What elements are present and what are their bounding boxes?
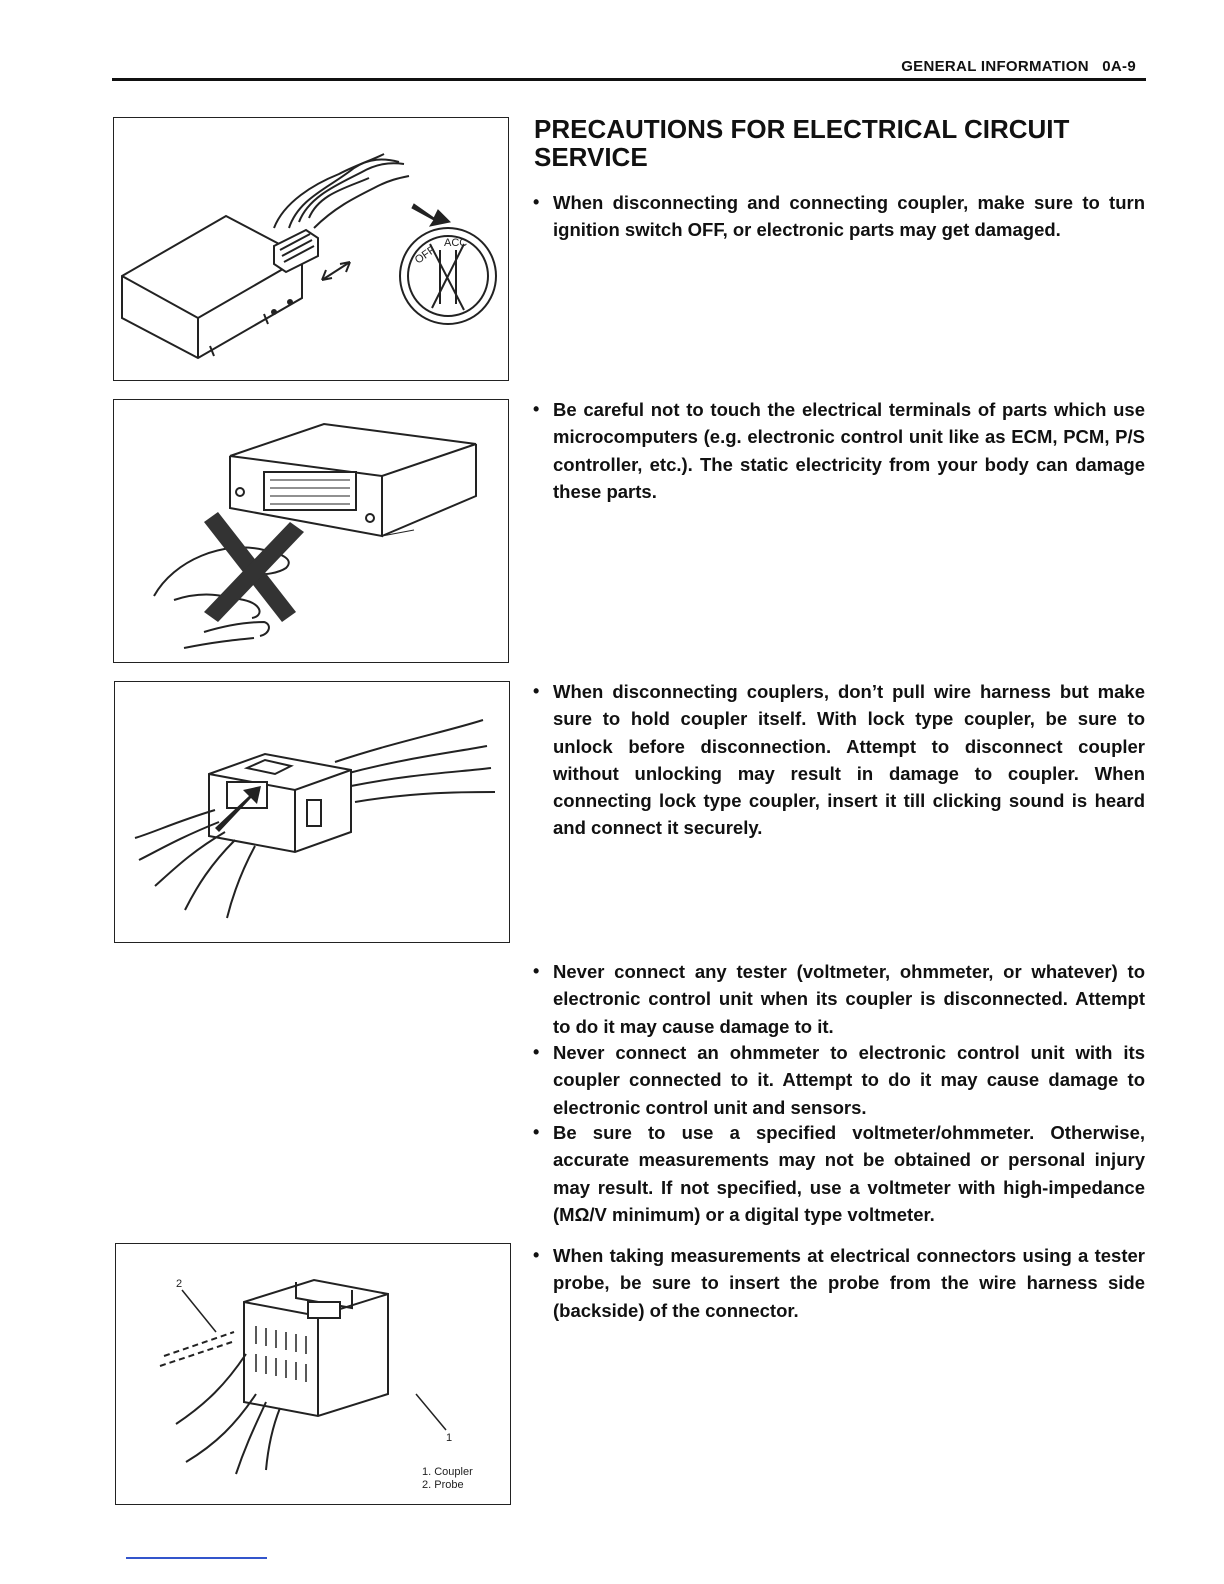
- bullet-never-connect-ohmmeter: • Never connect an ohmmeter to electronic control unit with its coupler connected to it. Attempt to do it may cause damage to electronic control unit and sensors.: [533, 1039, 1145, 1121]
- header-rule: [112, 78, 1146, 81]
- figure-coupler-probe: [115, 1243, 511, 1505]
- ignition-label-off: OFF: [412, 244, 438, 267]
- header-page-number: 0A-9: [1102, 58, 1136, 75]
- bullet-static-electricity: • Be careful not to touch the electrical terminals of parts which use microcomputers (e.g. electronic control unit like as ECM, PCM, P/S controller, etc.). The static electricity from your body can damage these parts.: [533, 396, 1145, 505]
- bullet-specified-meter: • Be sure to use a specified voltmeter/ohmmeter. Otherwise, accurate measurements may not be obtained or personal injury may result. If not specified, use a voltmeter with high-impedance (MΩ/V minimum) or a digital type voltmeter.: [533, 1119, 1145, 1228]
- figure-lock-coupler: [114, 681, 510, 943]
- figure-legend: [422, 1466, 473, 1492]
- callout-1: 1: [446, 1432, 453, 1444]
- legend-item-coupler: 1. Coupler: [422, 1466, 473, 1478]
- running-header: [901, 58, 1136, 75]
- callout-2: 2: [176, 1278, 183, 1290]
- bullet-disconnect-couplers: • When disconnecting couplers, don’t pull wire harness but make sure to hold coupler itself. With lock type coupler, be sure to unlock before disconnection. Attempt to disconnect coupler without unlocking may result in damage to coupler. When connecting lock type coupler, insert it till clicking sound is heard and connect it securely.: [533, 678, 1145, 842]
- bullet-never-connect-tester: • Never connect any tester (voltmeter, ohmmeter, or whatever) to electronic control unit when its coupler is disconnected. Attempt to do it may cause damage to it.: [533, 958, 1145, 1040]
- bullet-tester-probe: • When taking measurements at electrical connectors using a tester probe, be sure to insert the probe from the wire harness side (backside) of the connector.: [533, 1242, 1145, 1324]
- header-section: GENERAL INFORMATION: [901, 58, 1089, 75]
- legend-item-probe: 2. Probe: [422, 1479, 464, 1491]
- figure-ecm-terminals-hand: [113, 399, 509, 663]
- section-title: PRECAUTIONS FOR ELECTRICAL CIRCUIT SERVICE: [534, 114, 1070, 172]
- lock-coupler-illustration: [115, 682, 509, 942]
- prohibition-x-icon: [204, 512, 304, 622]
- ecm-coupler-illustration: [114, 118, 508, 380]
- bullet-ignition-off: • When disconnecting and connecting coupler, make sure to turn ignition switch OFF, or electronic parts may get damaged.: [533, 189, 1145, 244]
- figure-ecm-coupler-ignition: [113, 117, 509, 381]
- ecm-terminal-illustration: [114, 400, 508, 662]
- footer-line: [126, 1557, 267, 1559]
- ignition-label-acc: ACC: [444, 237, 468, 249]
